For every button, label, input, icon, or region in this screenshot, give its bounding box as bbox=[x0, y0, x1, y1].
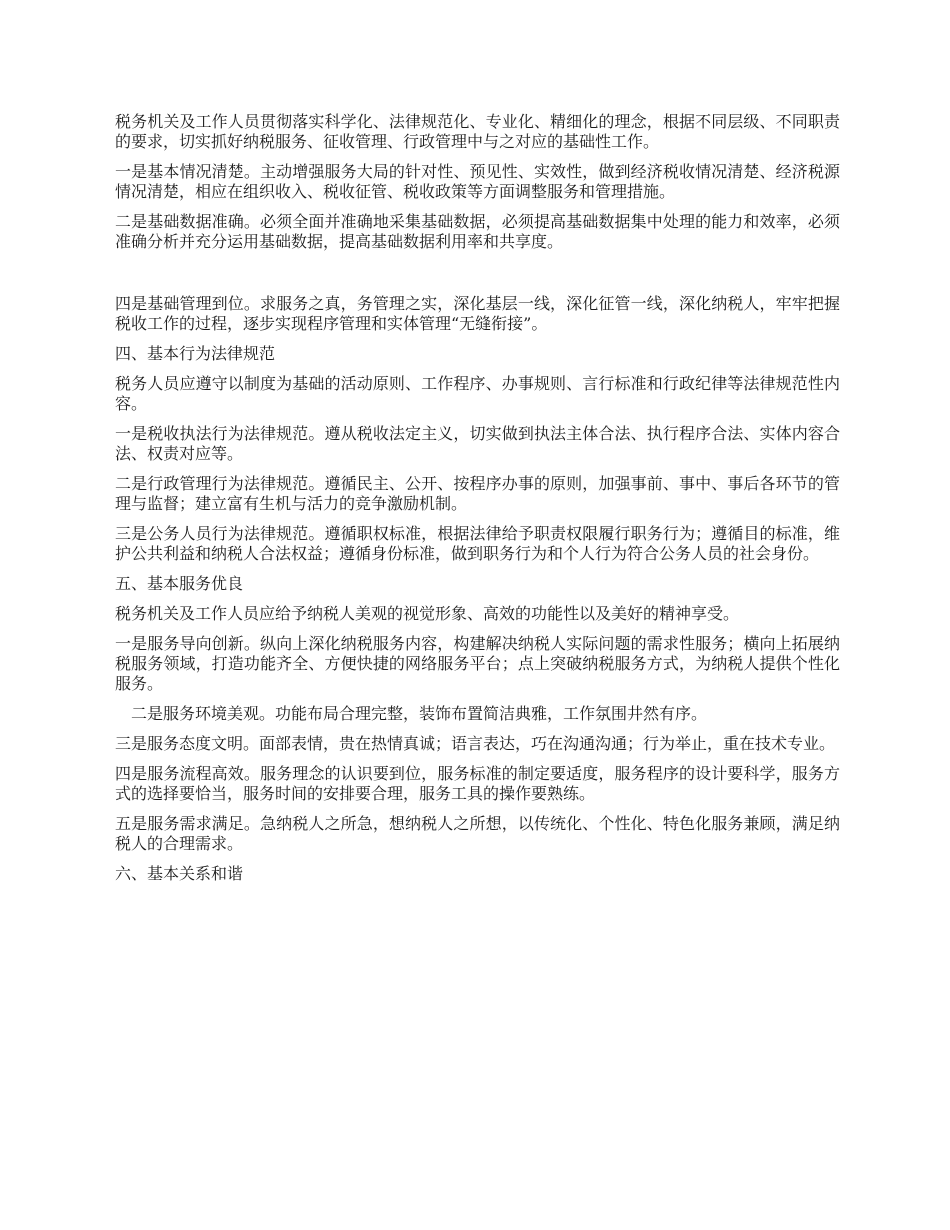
paragraph-enforcement-conduct: 一是税收执法行为法律规范。遵从税收法定主义，切实做到执法主体合法、执行程序合法、实体内容合法、权责对应等。 bbox=[115, 424, 840, 463]
section-heading-5: 五、基本服务优良 bbox=[115, 574, 244, 593]
blank-gap bbox=[115, 262, 840, 294]
paragraph-basic-management: 四是基础管理到位。求服务之真，务管理之实，深化基层一线，深化征管一线，深化纳税人，牢牢把握税收工作的过程，逐步实现程序管理和实体管理“无缝衔接”。 bbox=[115, 294, 840, 333]
section-heading-4: 四、基本行为法律规范 bbox=[115, 344, 276, 363]
paragraph-basic-situation: 一是基本情况清楚。主动增强服务大局的针对性、预见性、实效性，做到经济税收情况清楚、经济税源情况清楚，相应在组织收入、税收征管、税收政策等方面调整服务和管理措施。 bbox=[115, 162, 840, 201]
paragraph-conduct-intro: 税务人员应遵守以制度为基础的活动原则、工作程序、办事规则、言行标准和行政纪律等法律规范性内容。 bbox=[115, 374, 840, 413]
paragraph-administrative-conduct: 二是行政管理行为法律规范。遵循民主、公开、按程序办事的原则，加强事前、事中、事后各环节的管理与监督；建立富有生机与活力的竞争激励机制。 bbox=[115, 474, 840, 513]
paragraph-service-process: 四是服务流程高效。服务理念的认识要到位，服务标准的制定要适度，服务程序的设计要科学，服务方式的选择要恰当，服务时间的安排要合理，服务工具的操作要熟练。 bbox=[115, 764, 840, 803]
paragraph-service-needs: 五是服务需求满足。急纳税人之所急，想纳税人之所想，以传统化、个性化、特色化服务兼顾，满足纳税人的合理需求。 bbox=[115, 814, 840, 853]
paragraph-service-environment: 二是服务环境美观。功能布局合理完整，装饰布置简洁典雅，工作氛围井然有序。 bbox=[131, 704, 708, 723]
document-body bbox=[115, 112, 840, 894]
paragraph-service-intro: 税务机关及工作人员应给予纳税人美观的视觉形象、高效的功能性以及美好的精神享受。 bbox=[115, 604, 740, 623]
paragraph-service-innovation: 一是服务导向创新。纵向上深化纳税服务内容，构建解决纳税人实际问题的需求性服务；横向上拓展纳税服务领域，打造功能齐全、方便快捷的网络服务平台；点上突破纳税服务方式，为纳税人提供个性化服务。 bbox=[115, 634, 840, 693]
section-heading-6: 六、基本关系和谐 bbox=[115, 864, 244, 883]
paragraph-intro: 税务机关及工作人员贯彻落实科学化、法律规范化、专业化、精细化的理念，根据不同层级、不同职责的要求，切实抓好纳税服务、征收管理、行政管理中与之对应的基础性工作。 bbox=[115, 112, 840, 151]
paragraph-service-attitude: 三是服务态度文明。面部表情，贵在热情真诚；语言表达，巧在沟通沟通；行为举止，重在技术专业。 bbox=[115, 734, 836, 753]
paragraph-basic-data: 二是基础数据准确。必须全面并准确地采集基础数据，必须提高基础数据集中处理的能力和效率，必须准确分析并充分运用基础数据，提高基础数据利用率和共享度。 bbox=[115, 212, 840, 251]
paragraph-official-conduct: 三是公务人员行为法律规范。遵循职权标准，根据法律给予职责权限履行职务行为；遵循目的标准，维护公共利益和纳税人合法权益；遵循身份标准，做到职务行为和个人行为符合公务人员的社会身份。 bbox=[115, 524, 840, 563]
